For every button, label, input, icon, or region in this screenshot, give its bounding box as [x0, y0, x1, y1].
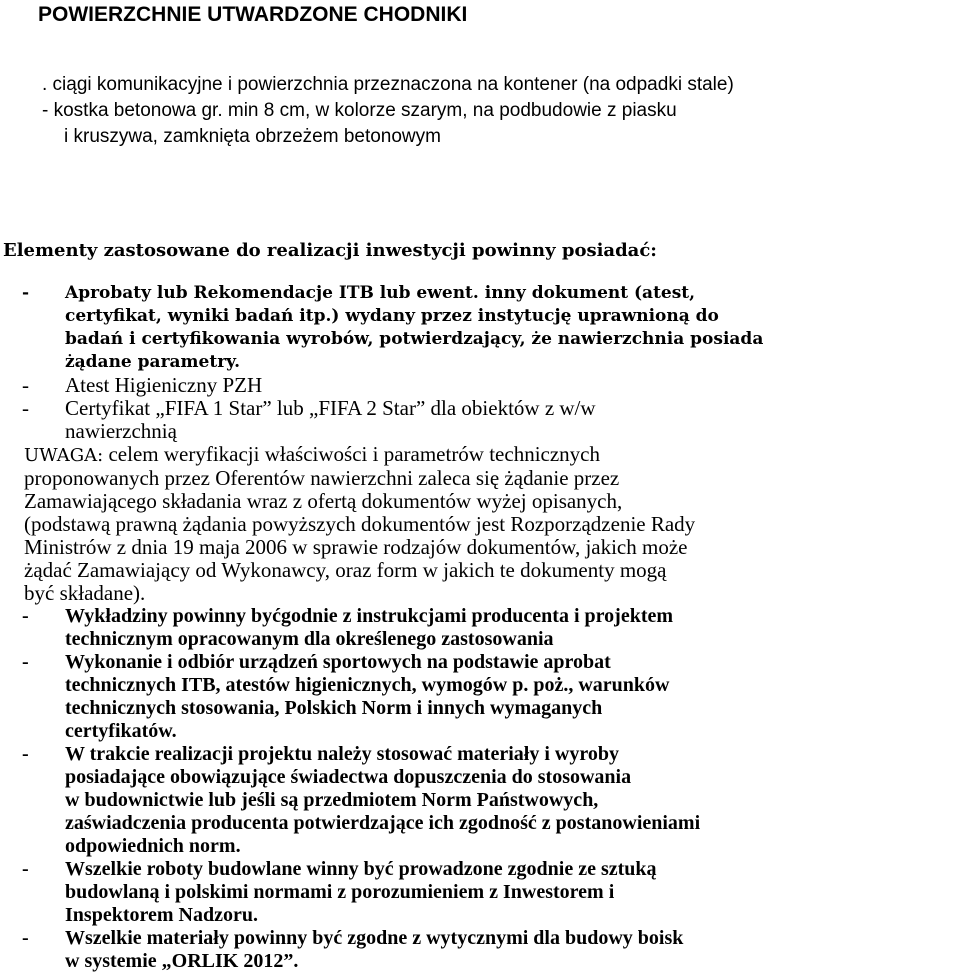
list-item-flooring — [0, 605, 960, 651]
note-line: żądać Zamawiający od Wykonawcy, oraz form w jakich te dokumenty mogą — [24, 558, 667, 582]
item-line: W trakcie realizacji projektu należy stosować materiały i wyroby — [65, 743, 619, 765]
note-line: Ministrów z dnia 19 maja 2006 w sprawie rodzajów dokumentów, jakich może — [24, 535, 688, 559]
item-line: nawierzchnią — [65, 419, 177, 443]
note-line: (podstawą prawną żądania powyższych dokumentów jest Rozporządzenie Rady — [24, 512, 696, 536]
item-line: Aprobaty lub Rekomendacje ITB lub ewent. inny dokument (atest, — [65, 283, 696, 303]
list-item-sports-equipment — [0, 651, 960, 743]
item-line: certyfikatów. — [65, 720, 177, 742]
item-line: Wszelkie roboty budowlane winny być prowadzone zgodnie ze sztuką — [65, 858, 657, 880]
list-item-fifa-certificate — [0, 397, 960, 443]
item-line: żądane parametry. — [65, 352, 240, 372]
elements-heading: Elementy zastosowane do realizacji inwestycji powinny posiadać: — [3, 240, 657, 261]
list-item-orlik-guidelines — [0, 927, 960, 973]
item-line: budowlaną i polskimi normami z porozumieniem z Inwestorem i — [65, 881, 615, 903]
bullet-dash: - — [22, 396, 29, 420]
list-item-approvals — [0, 282, 960, 374]
note-first-line — [24, 443, 960, 467]
item-line: technicznych ITB, atestów higienicznych, wymogów p. poż., warunków — [65, 674, 670, 696]
bullet-dash: - — [22, 651, 29, 673]
note-line: proponowanych przez Oferentów nawierzchni zaleca się żądanie przez — [24, 466, 620, 490]
item-line: w budownictwie lub jeśli są przedmiotem Norm Państwowych, — [65, 789, 599, 811]
note-line: celem weryfikacji właściwości i parametrów technicznych — [108, 442, 600, 466]
bullet-dash: - — [22, 858, 29, 880]
note-line: Zamawiającego składania wraz z ofertą dokumentów wyżej opisanych, — [24, 489, 623, 513]
item-line: Wykładziny powinny byćgodnie z instrukcjami producenta i projektem — [65, 605, 674, 627]
item-line: posiadające obowiązujące świadectwa dopuszczenia do stosowania — [65, 766, 632, 788]
item-line: certyfikat, wyniki badań itp.) wydany przez instytucję uprawnioną do — [65, 306, 719, 326]
item-line: odpowiednich norm. — [65, 835, 241, 857]
item-line: technicznym opracowanym dla określenego zastosowania — [65, 628, 554, 650]
bullet-dash: - — [22, 283, 30, 303]
bullet-dash: - — [22, 373, 29, 397]
note-label: UWAGA: — [24, 445, 104, 466]
item-line: Wykonanie i odbiór urządzeń sportowych na podstawie aprobat — [65, 651, 611, 673]
list-item-construction-works — [0, 858, 960, 927]
item-line: technicznych stosowania, Polskich Norm i innych wymaganych — [65, 697, 603, 719]
intro-line-3: i kruszywa, zamknięta obrzeżem betonowym — [64, 126, 441, 147]
item-line: Inspektorem Nadzoru. — [65, 904, 258, 926]
bullet-dash: - — [22, 927, 29, 949]
page-title: POWIERZCHNIE UTWARDZONE CHODNIKI — [38, 3, 468, 26]
note-paragraph — [0, 443, 960, 605]
bullet-dash: - — [22, 605, 29, 627]
item-line: zaświadczenia producenta potwierdzające ich zgodność z postanowieniami — [65, 812, 701, 834]
intro-paragraph — [42, 72, 734, 150]
requirements-list — [0, 282, 960, 973]
intro-line-2: - kostka betonowa gr. min 8 cm, w kolorze szarym, na podbudowie z piasku — [42, 100, 677, 121]
item-line: badań i certyfikowania wyrobów, potwierdzający, że nawierzchnia posiada — [65, 329, 764, 349]
item-line: Atest Higieniczny PZH — [65, 373, 263, 397]
item-line: w systemie „ORLIK 2012”. — [65, 950, 299, 972]
list-item-hygiene-certificate — [0, 374, 960, 397]
list-item-materials — [0, 743, 960, 858]
note-line: być składane). — [24, 581, 146, 605]
bullet-dash: - — [22, 743, 29, 765]
intro-line-1: . ciągi komunikacyjne i powierzchnia przeznaczona na kontener (na odpadki stale) — [42, 74, 734, 95]
item-line: Certyfikat „FIFA 1 Star” lub „FIFA 2 Star” dla obiektów z w/w — [65, 396, 596, 420]
item-line: Wszelkie materiały powinny być zgodne z wytycznymi dla budowy boisk — [65, 927, 684, 949]
